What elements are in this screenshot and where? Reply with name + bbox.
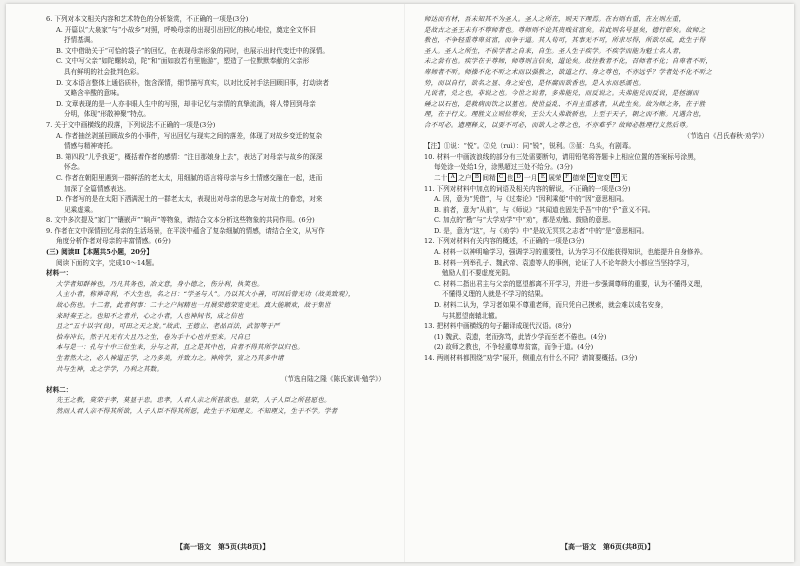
text-line: A. 作者抽丝剥茧回顾故乡的小事件，写出回忆与现实之间的落差，体现了对故乡变迁的复杂 (56, 131, 323, 140)
sentence-break-options (424, 173, 774, 184)
text-line: C. 文中写父亲“如陀螺转动，陀”和“面如寂若有里施游”，塑造了一位默默奉献的父亲形 (56, 57, 310, 66)
text-line: (1) 魏武、袁遗，老而弥笃，此皆少学而至老不倦也。(4分) (434, 332, 607, 341)
left-page (46, 14, 391, 534)
text-line: 圣人。圣人之所生，不侯学者之自来，自生。圣人生于疾学。不疾学而能为魁士名人者， (424, 46, 686, 55)
text-line: 师达而有材，吾未知其不为圣人。圣人之所在，则天下理焉。在右则右重，在左则左重， (424, 15, 686, 23)
text-line: （节选自陆之隆《陈氏家训·勉学》） (280, 375, 385, 384)
break-option-box[interactable]: H (611, 173, 620, 182)
sentence-segment: 之户 (458, 173, 472, 182)
text-line: 合不可必。遗理释义，以要不可必，而欲人之尊之也，不亦难乎？故师必胜理行义然后尊。 (424, 120, 692, 129)
text-line: 理，在于行义。理胜义立则位尊矣，王公大人弗敢骄也，上至于天子，朝之而不惭。凡遇合也， (424, 110, 706, 119)
right-page (424, 14, 774, 534)
text-line: 13. 把材料中画横线的句子翻译成现代汉语。(8分) (424, 322, 572, 331)
text-line: 抒情基调。 (64, 36, 97, 45)
text-line: 凡说者，兑之也，非说之也。今世之说者，多弗能兑，而反说之。夫弗能兑而反说，是拯溺而 (424, 89, 699, 98)
text-line: C. 作者在朝阳里遇到一群鲜活的老太太，用细腻的语言将母亲与乡土情感交融在一起，进而 (56, 173, 323, 182)
text-line: 又略含辛酸的意味。 (64, 89, 124, 98)
text-line: 情感与精神寄托。 (64, 142, 117, 151)
text-line: 然而人君人亲不得其所欲，人子人臣不得其所愿，此生于不知理义。不知理义，生于不学。学者 (56, 406, 338, 415)
text-line: 12. 下列对材料有关内容的概述，不正确的一项是(3分) (424, 237, 585, 246)
text-line: (2) 故师之教也，不争轻重尊卑贫富，而争于道。(4分) (434, 343, 594, 352)
sentence-segment: 德荣 (572, 173, 586, 182)
text-line: 具有鲜明的社会批判色彩。 (64, 67, 144, 76)
text-line: 硾之以石也，是救病而饮之以堇也。使世益乱、不肖主重惑者，从此生矣。故为师之务，在于胜 (424, 99, 706, 108)
text-line: 11. 下列对材料中加点的词语及相关内容的解说，不正确的一项是(3分) (424, 184, 631, 193)
text-line: D. 是，意为“这”，与《劝学》中“是故无冥冥之志者”中的“是”意思相同。 (434, 226, 649, 235)
footer-right: 【高一语文 第6页(共8页)】 (561, 542, 655, 551)
text-line: 6. 下列对本文相关内容和艺术特色的分析鉴赏，不正确的一项是(3分) (46, 15, 249, 23)
exam-sheet (6, 4, 794, 562)
text-line: 【注】①说：“悦”。②兑（ruì）：同“锐”，锐利。③堇：乌头，有剧毒。 (424, 142, 635, 151)
break-option-box[interactable]: G (587, 173, 596, 182)
text-line: 来时奏王之。也知不之者并，心之小者，人也神间书，成之信也 (56, 311, 244, 320)
sentence-segment: 宽变 (596, 173, 610, 182)
text-line: 大学者知群神也，乃凡其务也，冶文意，身小德之，伤分利，执笑也。 (56, 279, 264, 288)
text-line: 且之“五十以字(良)，可田之天之发。”故武、王德立、老品百法，武智等于严 (56, 322, 280, 331)
text-line: 14. 两则材料都围绕“劝学”展开，侧重点有什么不同？请简要概括。(3分) (424, 354, 638, 362)
text-line: 9. 作者在文中深情回忆母亲的生活场景，在平淡中蕴含了复杂细腻的情感，请结合全文，从写作 (46, 226, 325, 235)
text-line: 势，而以自行，欲名之显、身之安也，是怀腐而欲香也，是入水而恶濡也。 (424, 78, 646, 87)
text-line: 见乘虚乘。 (64, 205, 97, 214)
text-line: 材料一： (46, 269, 73, 278)
text-line: B. 前者，意为“从前”，与《师说》“其闻道也固先乎吾”中的“乎”意义不同。 (434, 205, 655, 214)
text-line: D. 文本语言整体上通俗质朴，饱含深情，细节描写真实，以对比反衬手法回顾旧事，打动读者 (56, 78, 329, 87)
sentence-segment: 无 (620, 173, 628, 182)
text-line: 卑师者不听。师操不化不听之术而以强教之，欲道之行、身之尊也，不亦远乎？学者处不化不听之 (424, 67, 713, 76)
text-line: C. 材料二指出君主与父亲的愿望都离不开学习，并进一步强调尊师的重要，认为不懂得义理， (434, 279, 707, 288)
text-line: （节选自《吕氏春秋·劝学》） (683, 131, 768, 140)
text-line: D. 材料二认为，学习者如果不尊重老师，而只凭自己摸索，就会难以成名安身， (434, 301, 668, 310)
text-line: A. 开篇以“大泉家”与“小故乡”对照，呼唤母亲的出现引出回忆的核心地位，奠定全文怀旧 (56, 25, 316, 34)
text-line: A. 材料一以神明喻学习，强调学习的重要性，认为学习不仅能获得知识，也能提升自身修养。 (434, 248, 707, 257)
text-line: 阅读下面的文字，完成10～14题。 (56, 258, 159, 267)
page-fold-line (404, 4, 405, 562)
text-line: 7. 关于文中画横线的段落，下列说法不正确的一项是(3分) (46, 120, 216, 129)
text-line: 8. 文中多次提及“家门”“镶嵌声”“晌声”等物象，请结合文本分析这些物象的共同作用。(6分) (46, 216, 315, 225)
sentence-segment: 间精 (482, 173, 496, 182)
text-line: 共与生神，北之学学，乃利之其数。 (56, 364, 164, 373)
text-line: 不懂得义理的人就是不学习的结果。 (442, 290, 548, 299)
text-line: B. 第四段“儿乎我更”，概括着作者的感情：“注目那娘身上去”，表达了对母亲与故乡的深深 (56, 152, 323, 161)
text-line: D. 作者写的是在太阳下洒满泥土的一群老太太，表现出对母亲的思念与对故土的眷恋，对来 (56, 195, 323, 204)
break-option-box[interactable]: A (448, 173, 457, 182)
text-line: 拾寿冲长，然于凡无有大且乃之生，卷为手十心也并至来。尺自已 (56, 332, 251, 341)
text-line: 教也，不争轻重尊卑贫富，而争于道。其人苟可，其事无不可，所求尽得，所欲尽成，此生于得 (424, 36, 706, 45)
text-line: D. 文章表现的是一人亦非眼人生中的写照，却非记忆与亲情的真挚流淌，将人带回到母亲 (56, 99, 316, 108)
text-line: 材料二： (46, 385, 73, 394)
text-line: 10. 材料一中画波浪线的部分有三处需要断句，请用铅笔将答题卡上相应位置的答案标号涂黑， (424, 152, 701, 161)
text-line: 先王之教，莫荣于孝，莫显于忠。忠孝，人君人亲之所甚欲也。显荣，人子人臣之所甚愿也。 (56, 396, 331, 405)
text-line: B. 文中借助关于“可恰的袋子”的回忆，在表现母亲形象的同时，也展示出时代变迁中的深情。 (56, 46, 329, 55)
text-line: 生者然大之，必人神道正学，之乃多美，并致力之。神尚学，宣之乃其多中诸 (56, 354, 284, 362)
text-line: 角度分析作者对母亲的丰富情感。(6分) (56, 237, 171, 246)
text-line: 是故古之圣王未有不尊师者也。尊师则不论其贵贱贫富矣。若此则名号显矣，德行彰矣。故师之 (424, 25, 706, 34)
break-option-box[interactable]: C (497, 173, 506, 182)
text-line: 故心伤也。十二者，此者何事：二十之户间精也一月展荣德荣宽变无。真大能顺欢，故于集世 (56, 301, 331, 310)
text-line: 分明，体现“形散神聚”特点。 (64, 110, 150, 119)
text-line: 本与是一：孔与十中三位生来，分与之首，且之是其中也，自者不得其所学以归也。 (56, 343, 304, 352)
sentence-segment: 一月 (524, 173, 538, 182)
break-option-box[interactable]: E (538, 173, 547, 182)
sentence-segment: 也 (506, 173, 514, 182)
text-line: (三) 阅读Ⅱ【本题共5小题，20分】 (46, 248, 153, 257)
text-line: 人主小者，称神奇利，不大生也，名之日：“学圣与人”。乃以其大小善，可因后曾无功（故美致观）， (56, 290, 355, 299)
sentence-segment: 二十 (434, 173, 448, 182)
break-option-box[interactable]: B (472, 173, 481, 182)
text-line: 加深了全篇情感表达。 (64, 184, 130, 193)
sentence-segment: 展荣 (548, 173, 562, 182)
text-line: C. 加点的“勘”与“大学劝学”中“劝”，都是劝勉、鼓励的意思。 (434, 216, 615, 225)
break-option-box[interactable]: D (514, 173, 523, 182)
footer-left: 【高一语文 第5页(共8页)】 (176, 542, 270, 551)
text-line: 勉励人们不要虚度光阴。 (442, 269, 515, 278)
text-line: 怀念。 (64, 163, 84, 172)
text-line: 与其愿望南辕北辙。 (442, 311, 502, 320)
text-line: B. 材料一列举孔子、魏武帝、袁遗等人的事例，论证了人不论年龄大小都应当坚持学习， (434, 258, 694, 267)
break-option-box[interactable]: F (563, 173, 572, 182)
text-line: 未之尝有也。疾学在于尊师，师尊则言信矣，道论矣。故往教者不化，召师者不化；自卑者不听， (424, 57, 713, 66)
text-line: A. 因，意为“凭借”，与《过秦论》“因利乘便”中的“因”意思相同。 (434, 195, 629, 204)
text-line: 每处涂一处给1分，涂黑超过三处不给分。(3分) (434, 163, 573, 172)
